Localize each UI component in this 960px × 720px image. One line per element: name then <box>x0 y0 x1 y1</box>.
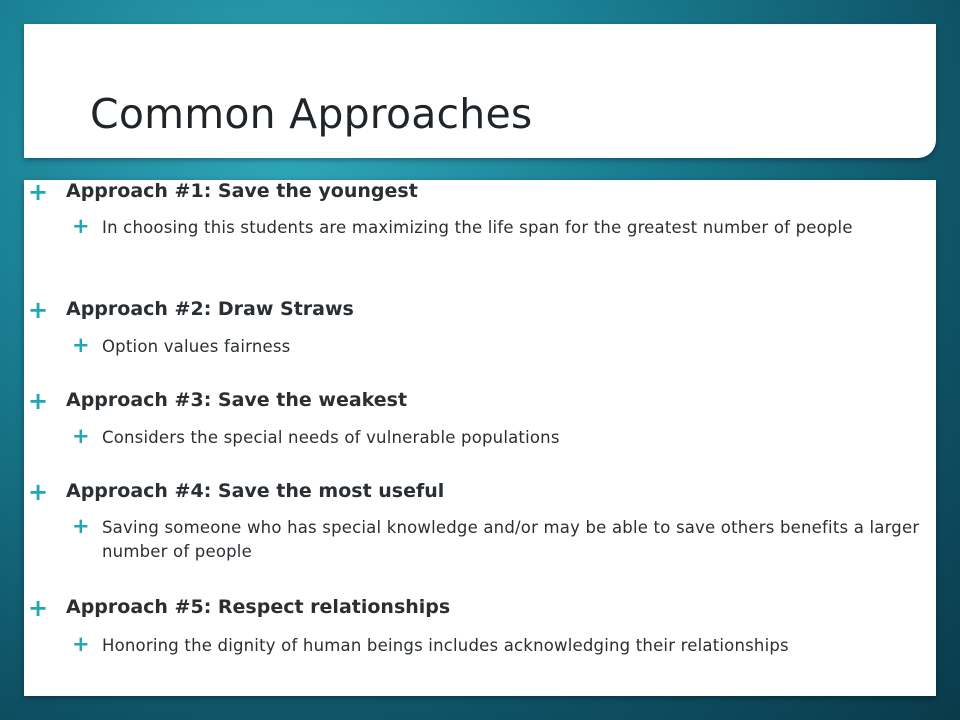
approach-detail-text: Option values fairness <box>102 337 291 356</box>
title-panel <box>24 24 936 158</box>
approach-detail-text: Considers the special needs of vulnerable populations <box>102 428 560 447</box>
approach-heading-text: Approach #2: Draw Straws <box>66 298 354 320</box>
approach-heading-text: Approach #4: Save the most useful <box>66 480 445 502</box>
plus-bullet-icon: + <box>72 514 90 538</box>
approach-detail-text: In choosing this students are maximizing the life span for the greatest number of people <box>102 218 853 237</box>
plus-bullet-icon: + <box>28 478 49 506</box>
plus-bullet-icon: + <box>72 333 90 357</box>
slide-title: Common Approaches <box>90 90 533 138</box>
plus-bullet-icon: + <box>28 387 49 415</box>
plus-bullet-icon: + <box>28 178 49 206</box>
approach-heading-text: Approach #3: Save the weakest <box>66 389 408 411</box>
plus-bullet-icon: + <box>72 424 90 448</box>
plus-bullet-icon: + <box>72 632 90 656</box>
approach-heading-text: Approach #5: Respect relationships <box>66 596 451 618</box>
plus-bullet-icon: + <box>28 296 49 324</box>
approach-heading-text: Approach #1: Save the youngest <box>66 180 418 202</box>
plus-bullet-icon: + <box>72 214 90 238</box>
approach-detail-text: Honoring the dignity of human beings includes acknowledging their relationships <box>102 636 789 655</box>
content-panel <box>24 180 936 696</box>
plus-bullet-icon: + <box>28 594 49 622</box>
approach-detail-text: Saving someone who has special knowledge and/or may be able to save others benefits a larger number of people <box>102 518 920 561</box>
